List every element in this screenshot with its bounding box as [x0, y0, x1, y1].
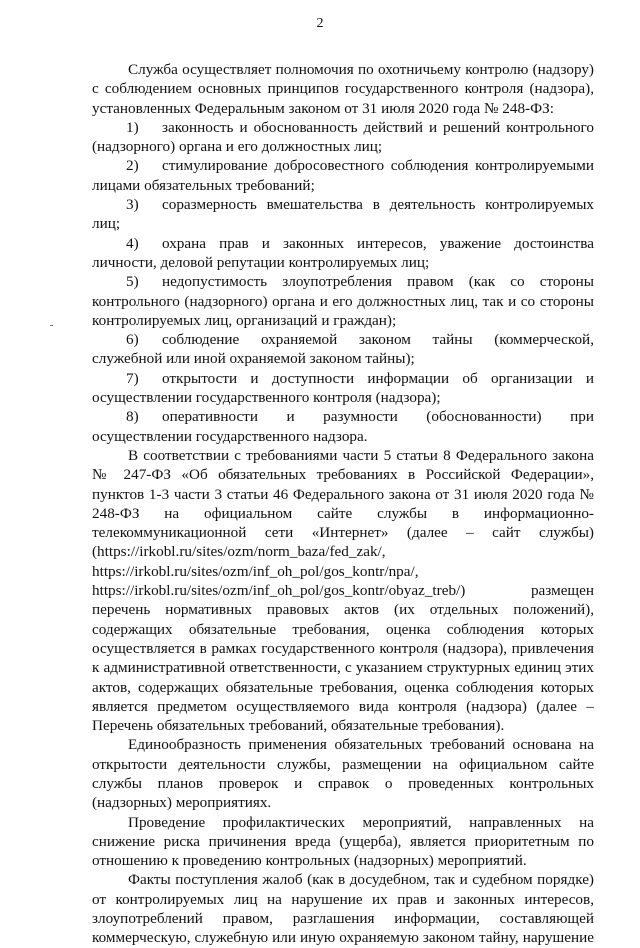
body-paragraph: Факты поступления жалоб (как в досудебном, так и судебном порядке) от контролируемых лиц на нарушение их прав и законных интересов, злоупотреблений правом, разглашения информации, составляющей коммерческую, служебную или иную охраняемую законом тайну, нарушение	[92, 871, 594, 947]
list-item-text: недопустимость злоупотребления правом (как со стороны контрольного (надзорного) органа и его должностных лиц, так и со стороны контролируемых лиц, организаций и граждан);	[92, 273, 594, 329]
principles-list	[92, 118, 594, 446]
list-item-number: 5)	[126, 273, 139, 291]
list-item	[92, 234, 594, 273]
list-item-text: законность и обоснованность действий и решений контрольного (надзорного) органа и его должностных лиц;	[92, 118, 594, 156]
list-item	[92, 156, 594, 195]
list-item-text: охрана прав и законных интересов, уважение достоинства личности, деловой репутации контролируемых лиц;	[92, 234, 594, 271]
list-item-text: оперативности и разумности (обоснованности) при осуществлении государственного надзора.	[92, 408, 594, 445]
body-paragraph: В соответствии с требованиями части 5 статьи 8 Федерального закона № 247-ФЗ «Об обязательных требованиях в Российской Федерации», пунктов 1-3 части 3 статьи 46 Федерального закона от 31 июля 2020 года № 248-ФЗ на официальном сайте службы в информационно-телекоммуникационной сети «Интернет» (далее – сайт службы) (https://irkobl.ru/sites/ozm/norm_baza/fed_zak/, https://irkobl.ru/sites/ozm/inf_oh_pol/gos_kontr/npa/, https://irkobl.ru/sites/ozm/inf_oh_pol/gos_kontr/obyaz_treb/) размещен перечень нормативных правовых актов (их отдельных положений), содержащих обязательные требования, оценка соблюдения которых осуществляется в рамках государственного контроля (надзора), привлечения к административной ответственности, с указанием структурных единиц этих актов, содержащих обязательные требования, оценка соблюдения которых является предметом осуществляемого вида контроля (надзора) (далее – Перечень обязательных требований, обязательные требования).	[92, 446, 594, 735]
list-item-number: 2)	[126, 157, 139, 175]
list-item-number: 6)	[126, 331, 139, 349]
list-item-number: 8)	[126, 408, 139, 426]
list-item-number: 1)	[126, 118, 139, 136]
intro-paragraph: Служба осуществляет полномочия по охотничьему контролю (надзору) с соблюдением основных принципов государственного контроля (надзора), установленных Федеральным законом от 31 июля 2020 года № 248-ФЗ:	[92, 61, 594, 117]
list-item	[92, 195, 594, 234]
list-item	[92, 330, 594, 369]
list-item	[92, 272, 594, 330]
body-paragraph: Единообразность применения обязательных требований основана на открытости деятельности службы, размещении на официальном сайте службы планов проверок и справок о проведенных контрольных (надзорных) мероприятиях.	[92, 736, 594, 812]
list-item	[92, 369, 594, 408]
list-item-number: 4)	[126, 234, 139, 252]
list-item-text: стимулирование добросовестного соблюдения контролируемыми лицами обязательных требований;	[92, 157, 594, 194]
list-item-text: соблюдение охраняемой законом тайны (коммерческой, служебной или иной охраняемой законом тайны);	[92, 331, 594, 368]
list-item	[92, 407, 594, 446]
list-item-number: 3)	[126, 196, 139, 214]
list-item-number: 7)	[126, 369, 139, 387]
list-item	[92, 118, 594, 157]
body-paragraph: Проведение профилактических мероприятий, направленных на снижение риска причинения вреда (ущерба), является приоритетным по отношению к проведению контрольных (надзорных) мероприятий.	[92, 813, 594, 870]
list-item-text: соразмерность вмешательства в деятельность контролируемых лиц;	[92, 196, 594, 233]
page-number: 2	[316, 16, 324, 31]
margin-mark	[50, 325, 53, 326]
document-body	[92, 60, 594, 948]
list-item-text: открытости и доступности информации об организации и осуществлении государственного контроля (надзора);	[92, 369, 594, 407]
